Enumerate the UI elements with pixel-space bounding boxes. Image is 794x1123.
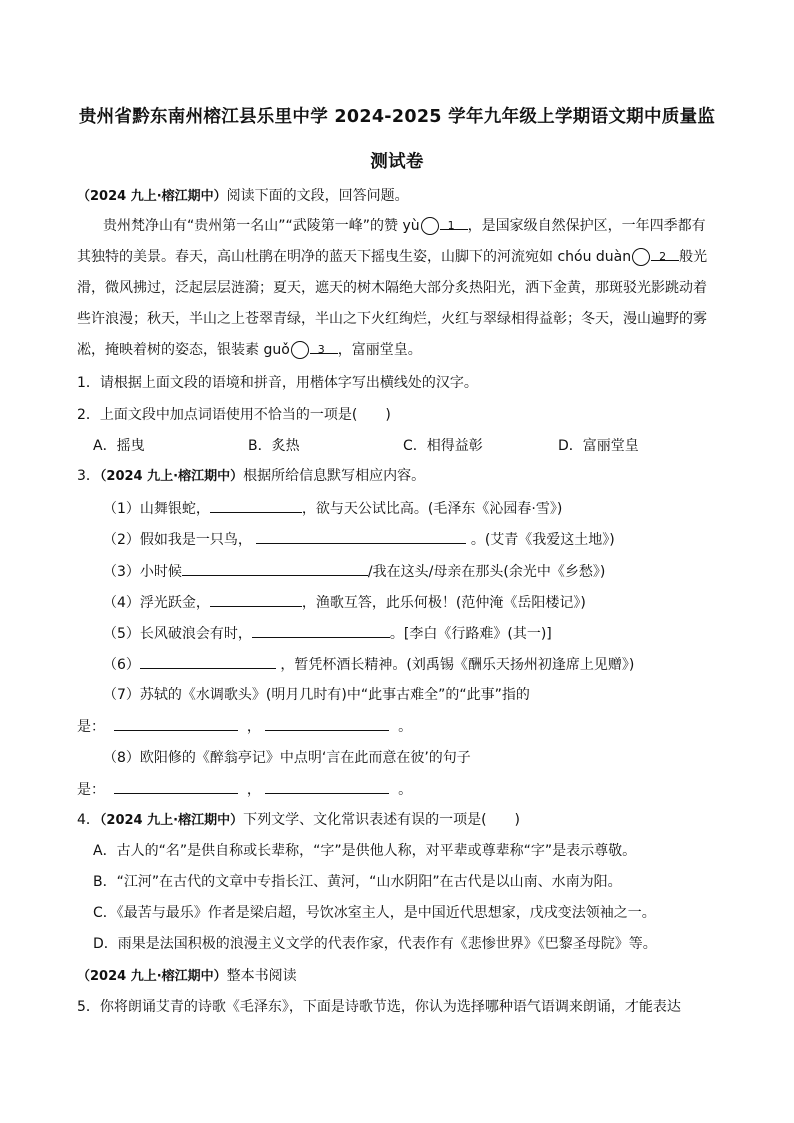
q3-blank-6 [140, 654, 276, 669]
q3-item-2 [103, 529, 615, 550]
q3-item-8: （8）欧阳修的《醉翁亭记》中点明‘言在此而意在彼’的句子 [103, 750, 471, 766]
q3-item-1 [103, 498, 562, 519]
q4-option-c: C．《最苦与最乐》作者是梁启超，号饮冰室主人，是中国近代思想家，戊戌变法领袖之一。 [93, 905, 656, 921]
q3-item-5-after: 。[李白《行路难》(其一)] [389, 626, 552, 642]
q3-item-7: （7）苏轼的《水调歌头》(明月几时有)中“此事古难全”的“此事”指的 [103, 687, 530, 703]
q3-item-4-before: （4）浮光跃金， [103, 595, 210, 611]
q3-source: （2024 九上·榕江期中） [99, 469, 244, 484]
passage-part-2: ，是国家级自然保护区，一年四季都有其独特的美景。春天，高山杜鹃在明净的蓝天下摇曳生姿，山脚下的河流宛如 chóu duàn [77, 218, 706, 265]
q3-item-8-period: 。 [398, 782, 413, 798]
q3-item-4-after: ，渔歌互答，此乐何极！(范仲淹《岳阳楼记》) [301, 595, 586, 611]
q3-text: 根据所给信息默写相应内容。 [243, 468, 426, 484]
q3-item-5-before: （5）长风破浪会有时， [103, 626, 252, 642]
q3-blank-4 [210, 592, 302, 607]
q4-source: （2024 九上·榕江期中） [99, 813, 244, 828]
q3-item-1-after: ，欲与天公试比高。(毛泽东《沁园春·雪》) [301, 501, 563, 517]
q4-option-a: A．古人的“名”是供自称或长辈称，“字”是供他人称，对平辈或尊辈称“字”是表示尊敬。 [93, 843, 637, 859]
q3-item-6-before: （6） [103, 657, 140, 673]
q2-option-a: A．摇曳 [93, 438, 145, 454]
question-2-stem: 2．上面文段中加点词语使用不恰当的一项是( ) [77, 407, 391, 423]
intro-text: 阅读下面的文段，回答问题。 [226, 188, 409, 204]
q3-item-8-prefix: 是： [77, 782, 105, 798]
q3-blank-2 [256, 529, 466, 544]
q5-heading-line [77, 966, 297, 987]
blank-marker-3: 3 [291, 341, 309, 359]
q3-blank-5 [252, 623, 390, 638]
blank-3 [310, 339, 338, 354]
q3-blank-1 [210, 498, 302, 513]
question-5-stem: 5．你将朗诵艾青的诗歌《毛泽东》，下面是诗歌节选，你认为选择哪种语气语调来朗诵，才能表达 [77, 999, 681, 1015]
q3-number: 3． [77, 468, 100, 484]
q3-item-2-before: （2）假如我是一只鸟， [103, 532, 252, 548]
reading-passage [77, 211, 717, 366]
question-1: 1．请根据上面文段的语境和拼音，用楷体字写出横线处的汉字。 [77, 375, 478, 391]
intro-line [77, 186, 409, 207]
document-title-line2: 测试卷 [370, 152, 424, 172]
q3-blank-3 [182, 561, 368, 576]
passage-part-3: 般光滑，微风拂过，泛起层层涟漪；夏天，遮天的树木隔绝大部分炙热阳光，洒下金黄，那斑驳光影跳动着些许浪漫；秋天，半山之上苍翠青绿，半山之下火红绚烂，火红与翠绿相得益彰；冬天，漫山遍野的雾凇，掩映着树的姿态，银装素 guǒ [77, 249, 708, 358]
q4-number: 4． [77, 812, 100, 828]
document-title-line1: 贵州省黔东南州榕江县乐里中学 2024-2025 学年九年级上学期语文期中质量监 [78, 107, 716, 127]
q3-item-7-comma: ， [246, 719, 261, 735]
q3-item-8-answer [77, 779, 412, 800]
q3-item-6-after: ，暂凭杯酒长精神。(刘禹锡《酬乐天扬州初逢席上见赠》) [280, 657, 635, 673]
question-3-stem [77, 466, 425, 487]
q3-blank-7a [114, 716, 238, 731]
q2-option-c: C．相得益彰 [403, 438, 483, 454]
q3-item-7-answer [77, 716, 412, 737]
q3-item-8-comma: ， [246, 782, 261, 798]
q3-item-1-before: （1）山舞银蛇， [103, 501, 210, 517]
q3-item-3 [103, 561, 605, 582]
q2-option-d: D．富丽堂皇 [558, 438, 639, 454]
intro-source: （2024 九上·榕江期中） [77, 189, 227, 204]
blank-marker-1: 1 [421, 217, 439, 235]
q2-option-b: B．炙热 [248, 438, 300, 454]
q3-item-3-before: （3）小时候 [103, 564, 182, 580]
q4-text: 下列文学、文化常识表述有误的一项是( ) [243, 812, 521, 828]
q3-item-2-after: 。(艾青《我爱这土地》) [470, 532, 615, 548]
blank-marker-2: 2 [632, 248, 650, 266]
passage-part-1: 贵州梵净山有“贵州第一名山”“武陵第一峰”的赞 yù [103, 218, 420, 234]
question-4-stem [77, 810, 520, 831]
q3-item-3-after: /我在这头/母亲在那头(余光中《乡愁》) [367, 564, 606, 580]
q5-source: （2024 九上·榕江期中） [77, 969, 227, 984]
q3-item-7-prefix: 是： [77, 719, 105, 735]
q3-blank-8a [114, 779, 238, 794]
passage-part-4: ，富丽堂皇。 [337, 342, 422, 358]
q4-option-d: D．雨果是法国积极的浪漫主义文学的代表作家，代表作有《悲惨世界》《巴黎圣母院》等。 [93, 936, 657, 952]
blank-1 [440, 215, 468, 230]
q4-option-b: B．“江河”在古代的文章中专指长江、黄河，“山水阴阳”在古代是以山南、水南为阳。 [93, 874, 622, 890]
q3-item-6 [103, 654, 634, 675]
q3-blank-8b [265, 779, 389, 794]
q5-heading: 整本书阅读 [226, 968, 297, 984]
q3-item-4 [103, 592, 586, 613]
blank-2 [651, 246, 679, 261]
q3-item-5 [103, 623, 552, 644]
q3-item-7-period: 。 [398, 719, 413, 735]
q3-blank-7b [265, 716, 389, 731]
